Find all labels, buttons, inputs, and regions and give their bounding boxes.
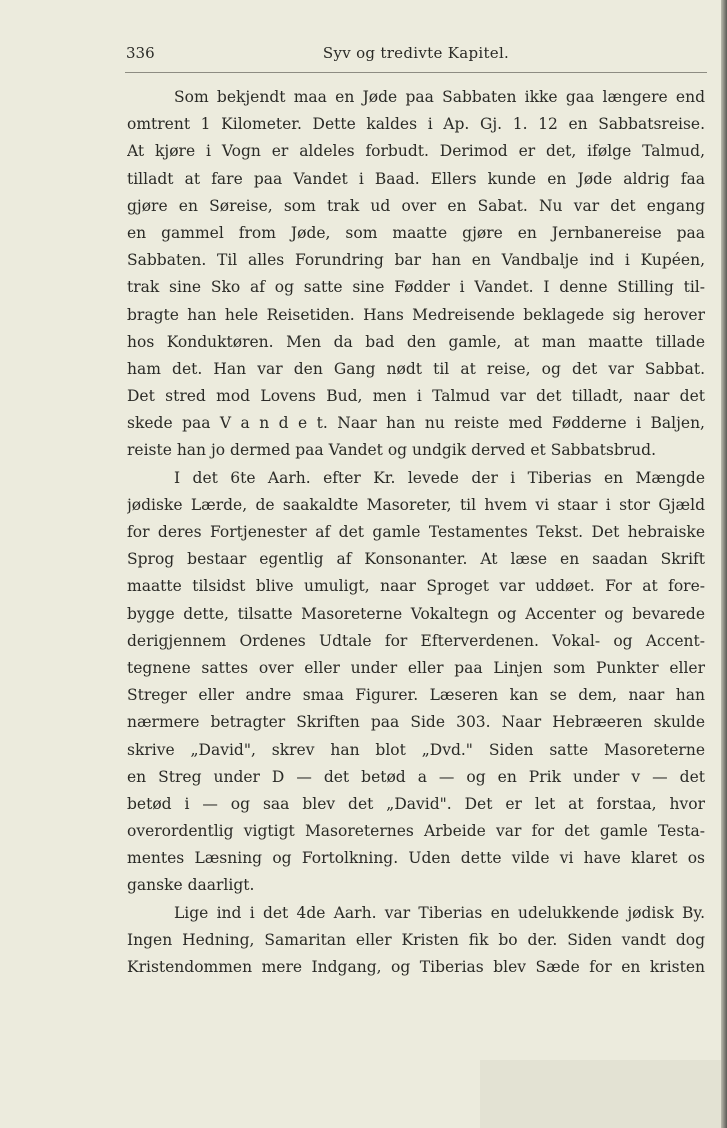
text-line: At kjøre i Vogn er aldeles forbudt. Derimod er det, ifølge Talmud, bbox=[127, 142, 705, 161]
text-line: maatte tilsidst blive umuligt, naar Sproget var uddøet. For at fore- bbox=[127, 577, 705, 596]
text-line: Kristendommen mere Indgang, og Tiberias blev Sæde for en kristen bbox=[127, 958, 705, 976]
text-line: derigjennem Ordenes Udtale for Efterverdenen. Vokal- og Accent- bbox=[127, 631, 705, 650]
text-line: overordentlig vigtigt Masoreternes Arbeide var for det gamle Testa- bbox=[127, 822, 705, 841]
text-line: Lige ind i det 4de Aarh. var Tiberias en udelukkende jødisk By. bbox=[174, 903, 705, 922]
text-line: bygge dette, tilsatte Masoreterne Vokaltegn og Accenter og bevarede bbox=[127, 604, 705, 623]
text-line: skrive „David", skrev han blot „Dvd." Siden satte Masoreterne bbox=[127, 740, 705, 759]
page-edge bbox=[721, 0, 727, 1128]
text-line: nærmere betragter Skriften paa Side 303. Naar Hebræeren skulde bbox=[127, 713, 705, 732]
text-line: gjøre en Søreise, som trak ud over en Sabat. Nu var det engang bbox=[127, 196, 705, 215]
text-line: ganske daarligt. bbox=[127, 876, 255, 895]
text-line: ham det. Han var den Gang nødt til at reise, og det var Sabbat. bbox=[127, 359, 705, 378]
text-line: en Streg under D — det betød a — og en Prik under v — det bbox=[127, 767, 705, 786]
header-rule bbox=[125, 72, 707, 73]
text-line: I det 6te Aarh. efter Kr. levede der i Tiberias en Mængde bbox=[174, 468, 705, 487]
text-line: en gammel from Jøde, som maatte gjøre en Jernbanereise paa bbox=[127, 223, 705, 242]
text-line: Det stred mod Lovens Bud, men i Talmud var det tilladt, naar det bbox=[127, 387, 705, 406]
text-line: tilladt at fare paa Vandet i Baad. Ellers kunde en Jøde aldrig faa bbox=[127, 169, 705, 188]
text-line: reiste han jo dermed paa Vandet og undgik derved et Sabbatsbrud. bbox=[127, 441, 656, 460]
running-title: Syv og tredivte Kapitel. bbox=[322, 44, 510, 62]
text-line: omtrent 1 Kilometer. Dette kaldes i Ap. Gj. 1. 12 en Sabbatsreise. bbox=[127, 115, 705, 134]
text-line: Sprog bestaar egentlig af Konsonanter. At læse en saadan Skrift bbox=[127, 550, 705, 569]
text-line: trak sine Sko af og satte sine Fødder i Vandet. I denne Stilling til- bbox=[127, 278, 705, 297]
text-line: mentes Læsning og Fortolkning. Uden dette vilde vi have klaret os bbox=[127, 849, 705, 868]
text-line: tegnene sattes over eller under eller paa Linjen som Punkter eller bbox=[127, 658, 705, 677]
text-line: Streger eller andre smaa Figurer. Læseren kan se dem, naar han bbox=[127, 686, 705, 705]
text-line: bragte han hele Reisetiden. Hans Medreisende beklagede sig herover bbox=[127, 305, 705, 324]
text-line: hos Konduktøren. Men da bad den gamle, at man maatte tillade bbox=[127, 332, 705, 351]
text-line: betød i — og saa blev det „David". Det er let at forstaa, hvor bbox=[127, 794, 705, 813]
body-text bbox=[127, 84, 705, 981]
page-number: 336 bbox=[126, 44, 155, 62]
text-line: Ingen Hedning, Samaritan eller Kristen fik bo der. Siden vandt dog bbox=[127, 930, 705, 949]
text-line: Som bekjendt maa en Jøde paa Sabbaten ikke gaa længere end bbox=[174, 88, 705, 106]
text-line: Sabbaten. Til alles Forundring bar han en Vandbalje ind i Kupéen, bbox=[127, 251, 705, 270]
text-line: skede paa V a n d e t. Naar han nu reiste med Fødderne i Baljen, bbox=[127, 414, 705, 433]
text-line: for deres Fortjenester af det gamle Testamentes Tekst. Det hebraiske bbox=[127, 523, 705, 541]
scan-shadow bbox=[480, 1060, 721, 1128]
text-line: jødiske Lærde, de saakaldte Masoreter, til hvem vi staar i stor Gjæld bbox=[127, 495, 705, 514]
